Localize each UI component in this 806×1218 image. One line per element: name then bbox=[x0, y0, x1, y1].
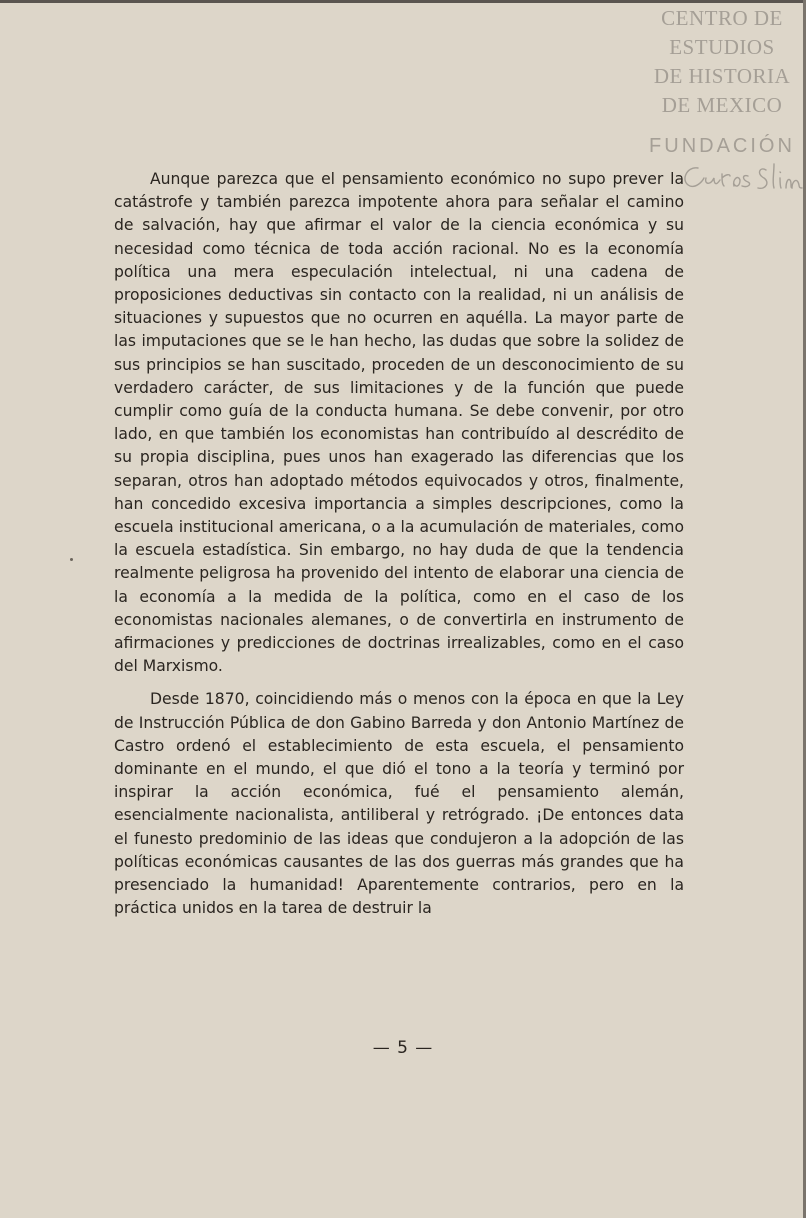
watermark-foundation: FUNDACIÓN bbox=[649, 135, 795, 157]
signature-watermark bbox=[676, 160, 804, 200]
page-number: — 5 — bbox=[372, 1038, 434, 1058]
paper-speck bbox=[70, 558, 73, 561]
top-edge bbox=[0, 0, 806, 3]
watermark-line: ESTUDIOS bbox=[669, 35, 775, 59]
watermark-line: DE HISTORIA bbox=[653, 64, 791, 88]
archive-watermark bbox=[642, 4, 802, 161]
body-text bbox=[114, 168, 684, 931]
watermark-line: DE MEXICO bbox=[661, 93, 783, 117]
paragraph: Desde 1870, coincidiendo más o menos con la época en que la Ley de Instrucción Pública de don Gabino Barreda y don Antonio Martínez de Castro ordenó el establecimiento de esta escuela, el pensamiento dominante en el mundo, el que dió el tono a la teoría y terminó por inspirar la acción económica, fué el pensamiento alemán, esencialmente nacionalista, antiliberal y retrógrado. ¡De entonces data el funesto predominio de las ideas que condujeron a la adopción de las políticas económicas causantes de las dos guerras más grandes que ha presenciado la humanidad! Aparentemente contrarios, pero en la práctica unidos en la tarea de destruir la bbox=[114, 690, 684, 918]
watermark-line: CENTRO DE bbox=[661, 6, 783, 30]
paragraph: Aunque parezca que el pensamiento económico no supo prever la catástrofe y también parezca impotente ahora para señalar el camino de salvación, hay que afirmar el valor de la ciencia económica y su necesidad como técnica de toda acción racional. No es la economía política una mera especulación intelectual, ni una cadena de proposiciones deductivas sin contacto con la realidad, ni un análisis de situaciones y supuestos que no ocurren en aquélla. La mayor parte de las imputaciones que se le han hecho, las dudas que sobre la solidez de sus principios se han suscitado, proceden de un desconocimiento de su verdadero carácter, de sus limitaciones y de la función que puede cumplir como guía de la conducta humana. Se debe convenir, por otro lado, en que también los economistas han contribuído al descrédito de su propia disciplina, pues unos han exagerado las diferencias que los separan, otros han adoptado métodos equivocados y otros, finalmente, han concedido excesiva importancia a simples descripciones, como la escuela institucional americana, o a la acumulación de materiales, como la escuela estadística. Sin embargo, no hay duda de que la tendencia realmente peligrosa ha provenido del intento de elaborar una ciencia de la economía a la medida de la política, como en el caso de los economistas nacionales alemanes, o de convertirla en instrumento de afirmaciones y predicciones de doctrinas irrealizables, como en el caso del Marxismo. bbox=[114, 170, 684, 676]
